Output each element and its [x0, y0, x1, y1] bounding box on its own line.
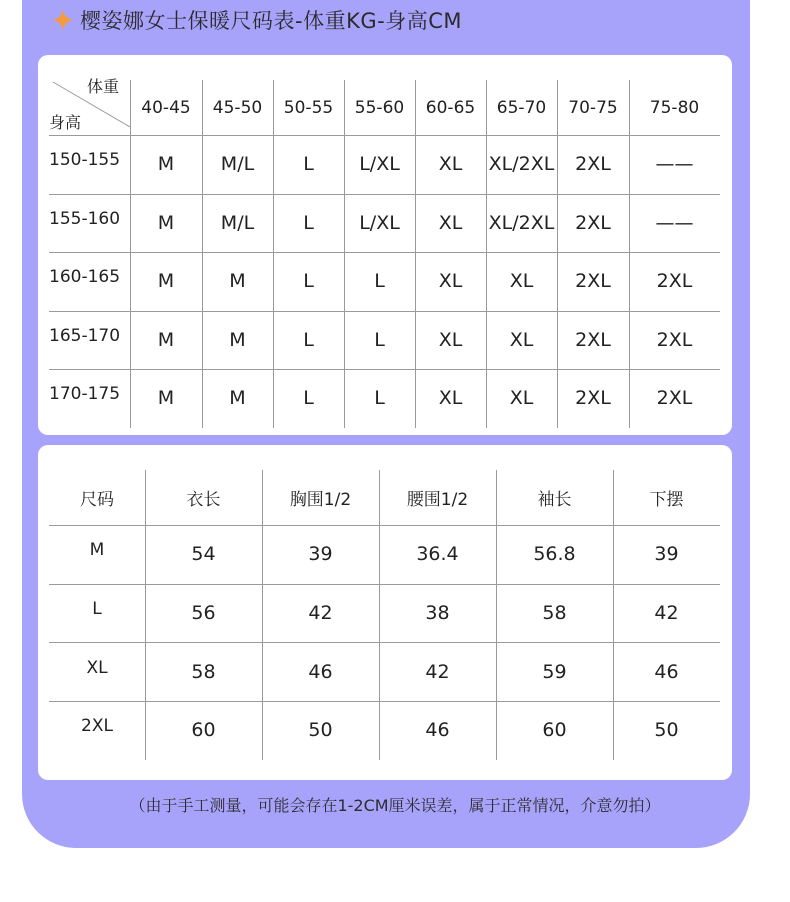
measurement-header: 尺码: [80, 490, 114, 510]
weight-header: 50-55: [283, 97, 334, 118]
height-label: 165-170: [49, 325, 121, 346]
measurement-cell: 56: [191, 602, 216, 625]
size-label: L: [92, 599, 102, 620]
measurement-cell: 46: [425, 719, 450, 742]
page-title: 樱姿娜女士保暖尺码表-体重KG-身高CM: [80, 9, 462, 33]
weight-header: 55-60: [354, 97, 405, 118]
measurement-cell: 58: [191, 660, 216, 683]
size-cell: L: [303, 153, 314, 176]
size-cell: XL: [438, 270, 463, 293]
size-cell: 2XL: [575, 328, 611, 351]
height-label: 150-155: [49, 150, 121, 171]
height-label: 170-175: [49, 384, 121, 405]
size-cell: XL: [509, 387, 534, 410]
weight-header: 60-65: [425, 97, 476, 118]
size-cell: 2XL: [656, 328, 693, 351]
measurement-cell: 39: [308, 543, 333, 566]
size-label: 2XL: [81, 716, 113, 737]
measurement-cell: 58: [542, 602, 567, 625]
size-by-weight-height-table: [49, 77, 720, 420]
measurement-cell: 60: [542, 719, 567, 742]
size-cell: XL/2XL: [488, 153, 555, 176]
measurement-note: （由于手工测量，可能会存在1-2CM厘米误差，属于正常情况，介意勿拍）: [129, 796, 661, 815]
size-cell: 2XL: [656, 387, 693, 410]
measurement-cell: 59: [542, 660, 567, 683]
measurement-cell: 42: [425, 660, 450, 683]
measurement-cell: 50: [654, 719, 679, 742]
measurement-cell: 46: [308, 660, 333, 683]
size-cell: M: [157, 270, 175, 293]
size-cell: L/XL: [359, 153, 400, 176]
size-cell: XL: [438, 328, 463, 351]
size-cell: XL/2XL: [488, 211, 555, 234]
measurement-cell: 60: [191, 719, 216, 742]
measurements-table: [49, 470, 720, 810]
size-cell: L: [374, 270, 385, 293]
weight-header: 40-45: [141, 97, 191, 118]
height-label: 155-160: [49, 208, 121, 229]
size-cell: L: [303, 270, 314, 293]
weight-header: 70-75: [568, 97, 618, 118]
measurement-cell: 50: [308, 719, 333, 742]
measurement-cell: 54: [191, 543, 216, 566]
measurement-cell: 38: [425, 602, 450, 625]
measurement-header: 下摆: [649, 490, 684, 510]
measurements-card: [38, 445, 732, 780]
measurement-header: 袖长: [537, 490, 572, 510]
size-by-weight-height-card: [38, 55, 732, 435]
size-cell: M/L: [220, 153, 255, 176]
size-cell: 2XL: [656, 270, 693, 293]
size-label: M: [89, 540, 105, 561]
height-label: 160-165: [49, 267, 121, 288]
size-cell: ——: [655, 211, 694, 234]
size-cell: 2XL: [575, 270, 611, 293]
size-cell: XL: [509, 270, 534, 293]
size-cell: XL: [438, 153, 463, 176]
size-cell: M: [157, 211, 175, 234]
size-cell: XL: [438, 387, 463, 410]
measurement-cell: 46: [654, 660, 679, 683]
size-cell: M: [229, 270, 246, 293]
measurement-cell: 39: [654, 543, 679, 566]
size-cell: L: [374, 387, 385, 410]
size-cell: L/XL: [359, 211, 400, 234]
measurement-cell: 56.8: [533, 543, 576, 566]
corner-label-weight: 体重: [87, 77, 120, 96]
size-label: XL: [86, 657, 108, 678]
size-cell: M: [157, 387, 175, 410]
size-cell: M: [229, 387, 246, 410]
corner-label-height: 身高: [49, 113, 82, 132]
measurement-cell: 42: [308, 602, 333, 625]
size-cell: ——: [655, 153, 694, 176]
size-cell: L: [374, 328, 385, 351]
size-cell: M: [157, 328, 175, 351]
size-cell: M: [229, 328, 246, 351]
weight-header: 65-70: [496, 97, 547, 118]
size-cell: M/L: [220, 211, 255, 234]
size-cell: L: [303, 387, 314, 410]
measurement-header: 衣长: [186, 490, 221, 510]
size-cell: L: [303, 211, 314, 234]
size-cell: 2XL: [575, 211, 611, 234]
size-cell: 2XL: [575, 387, 611, 410]
size-cell: L: [303, 328, 314, 351]
weight-header: 45-50: [212, 97, 263, 118]
measurement-cell: 42: [654, 602, 679, 625]
size-cell: XL: [509, 328, 534, 351]
measurement-header: 胸围1/2: [289, 490, 352, 510]
size-cell: 2XL: [575, 153, 611, 176]
title-bar: [52, 4, 462, 36]
orange-four-point-star-icon: [52, 9, 74, 31]
measurement-cell: 36.4: [416, 543, 459, 566]
size-cell: XL: [438, 211, 463, 234]
weight-header: 75-80: [649, 97, 700, 118]
size-cell: M: [157, 153, 175, 176]
measurement-header: 腰围1/2: [406, 490, 469, 510]
